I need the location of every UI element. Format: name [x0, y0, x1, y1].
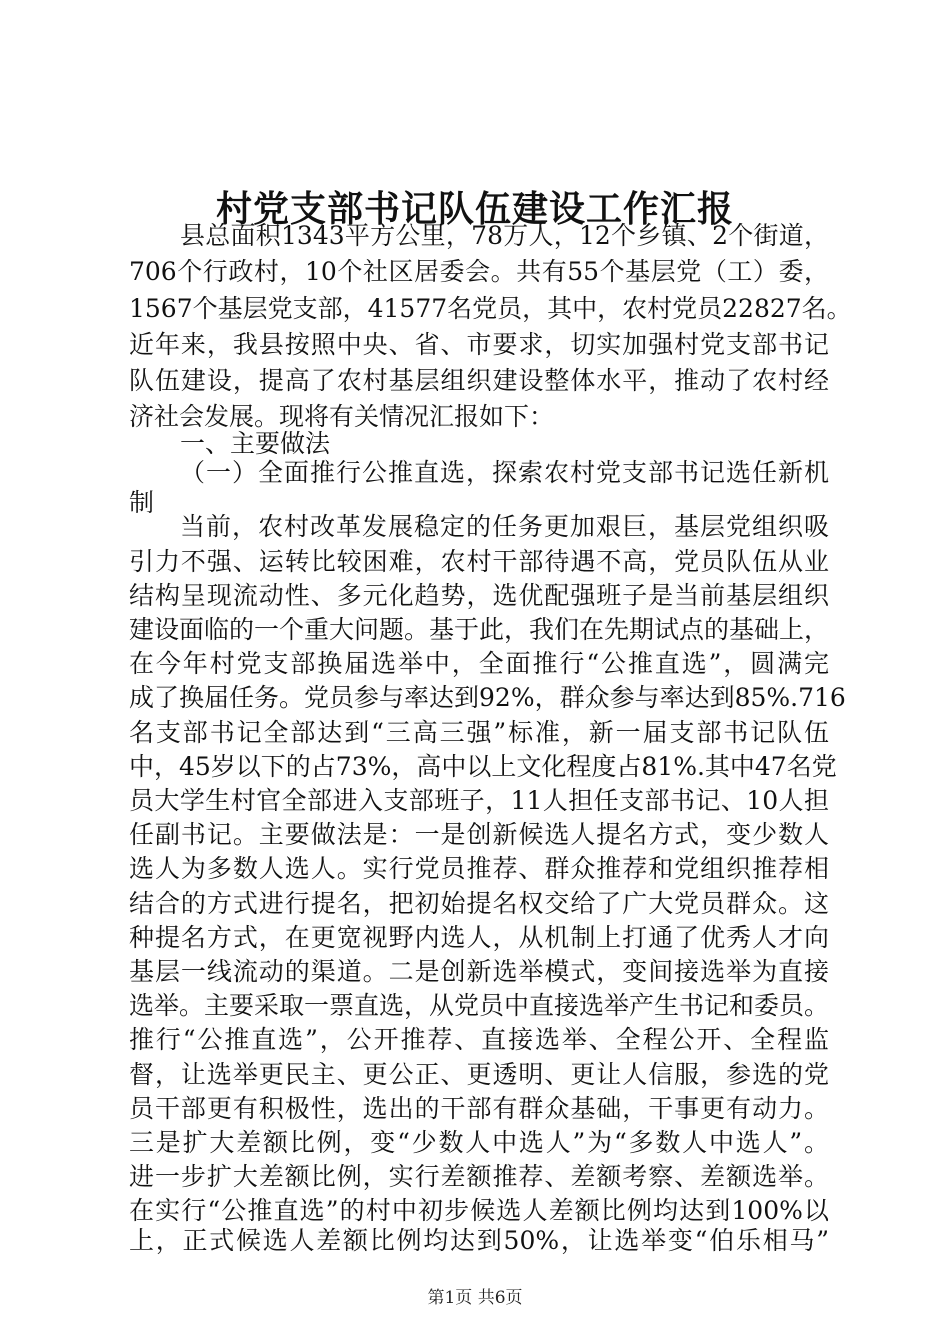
body-line: 在实行“公推直选”的村中初步候选人差额比例均达到100%以: [129, 1196, 829, 1225]
body-line: 员干部更有积极性，选出的干部有群众基础，干事更有动力。: [129, 1094, 829, 1123]
body-line: 当前，农村改革发展稳定的任务更加艰巨，基层党组织吸: [180, 512, 829, 541]
body-line: 进一步扩大差额比例，实行差额推荐、差额考察、差额选举。: [129, 1162, 829, 1191]
body-line: 种提名方式，在更宽视野内选人，从机制上打通了优秀人才向: [129, 923, 829, 952]
body-line: 三是扩大差额比例，变“少数人中选人”为“多数人中选人”。: [129, 1128, 829, 1157]
body-line: 706个行政村，10个社区居委会。共有55个基层党（工）委，: [129, 257, 829, 286]
body-line: 任副书记。主要做法是：一是创新候选人提名方式，变少数人: [129, 820, 829, 849]
body-line: 在今年村党支部换届选举中，全面推行“公推直选”，圆满完: [129, 649, 829, 678]
body-line: 中，45岁以下的占73%，高中以上文化程度占81%.其中47名党: [129, 752, 837, 781]
document-title: 村党支部书记队伍建设工作汇报: [215, 188, 734, 230]
body-line: 名支部书记全部达到“三高三强”标准，新一届支部书记队伍: [129, 718, 829, 747]
body-line: 督，让选举更民主、更公正、更透明、更让人信服，参选的党: [129, 1060, 829, 1089]
body-line: 引力不强、运转比较困难，农村干部待遇不高，党员队伍从业: [129, 547, 829, 576]
body-line: 建设面临的一个重大问题。基于此，我们在先期试点的基础上，: [129, 615, 830, 644]
subsection-heading: （一）全面推行公推直选，探索农村党支部书记选任新机: [180, 458, 829, 487]
body-line: 员大学生村官全部进入支部班子，11人担任支部书记、10人担: [129, 786, 829, 815]
page-number: 第1页 共6页: [427, 1288, 523, 1308]
body-line: 选举。主要采取一票直选，从党员中直接选举产生书记和委员。: [129, 991, 830, 1020]
body-line: 成了换届任务。党员参与率达到92%，群众参与率达到85%.716: [129, 683, 846, 712]
body-line: 结构呈现流动性、多元化趋势，选优配强班子是当前基层组织: [129, 581, 829, 610]
body-line: 上，正式候选人差额比例均达到50%，让选举变“伯乐相马”: [129, 1226, 829, 1255]
body-line: 近年来，我县按照中央、省、市要求，切实加强村党支部书记: [129, 330, 829, 359]
section-heading: 一、主要做法: [180, 429, 331, 458]
body-line: 队伍建设，提高了农村基层组织建设整体水平，推动了农村经: [129, 366, 829, 395]
body-line: 基层一线流动的渠道。二是创新选举模式，变间接选举为直接: [129, 957, 829, 986]
subsection-heading-continued: 制: [129, 488, 155, 517]
body-line: 济社会发展。现将有关情况汇报如下：: [129, 402, 555, 431]
body-line: 推行“公推直选”，公开推荐、直接选举、全程公开、全程监: [129, 1025, 829, 1054]
body-line: 选人为多数人选人。实行党员推荐、群众推荐和党组织推荐相: [129, 854, 829, 883]
body-line: 1567个基层党支部，41577名党员，其中，农村党员22827名。: [129, 294, 852, 323]
body-line: 县总面积1343平方公里，78万人，12个乡镇、2个街道，: [180, 221, 829, 250]
body-line: 结合的方式进行提名，把初始提名权交给了广大党员群众。这: [129, 889, 829, 918]
